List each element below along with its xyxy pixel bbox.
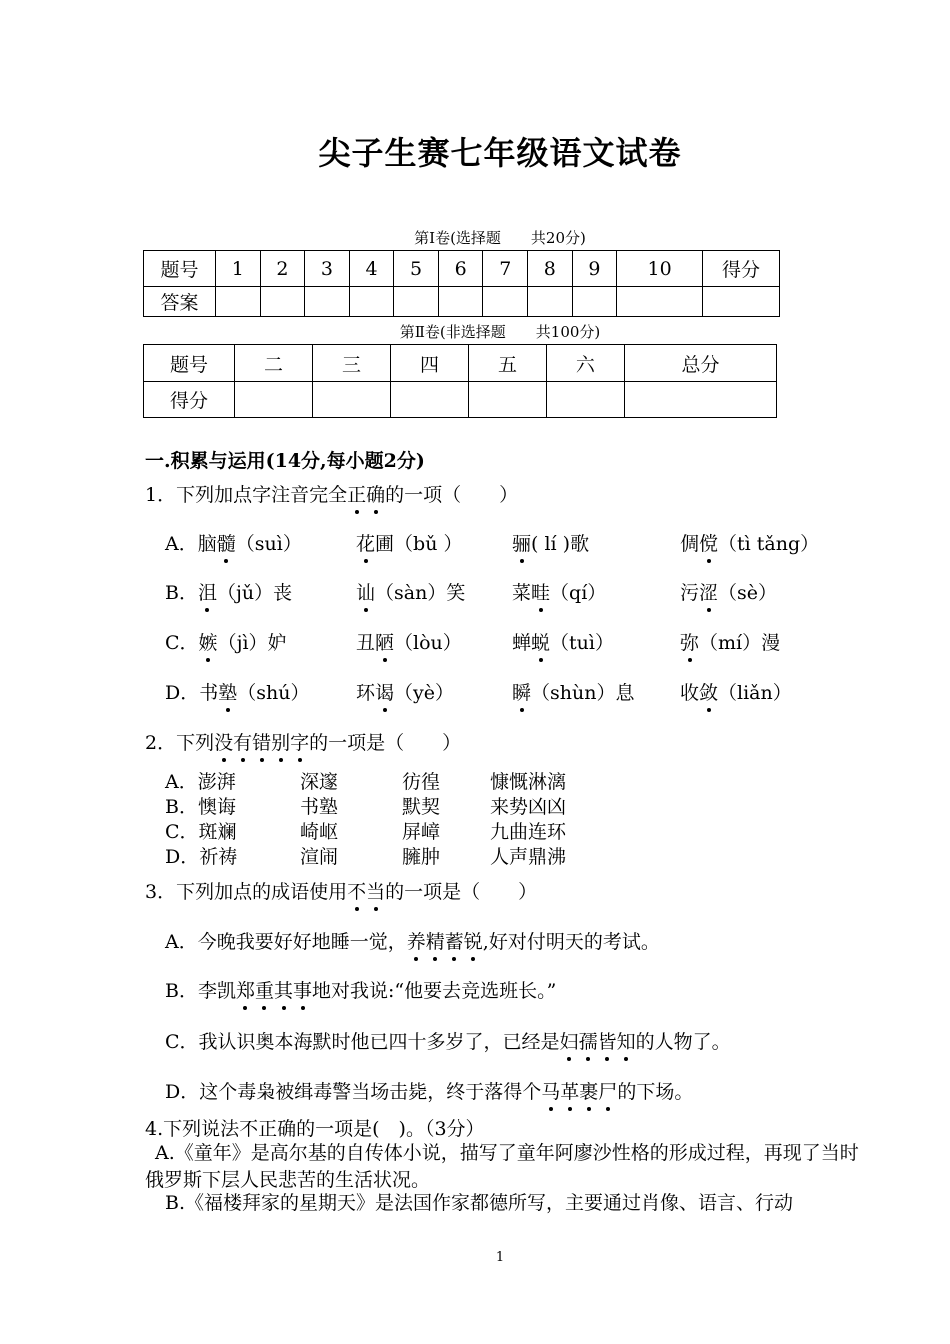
q1-c-3: 蝉蜕（tuì） xyxy=(512,628,614,655)
emphasis-char: 革 xyxy=(560,1077,579,1104)
page-number: 1 xyxy=(495,1250,505,1265)
q3-option-a: A．今晚我要好好地睡一觉，养精蓄锐,好对付明天的考试。 xyxy=(165,927,660,954)
emphasis-char: 知 xyxy=(617,1027,636,1054)
q1-c-2: 丑陋（lòu） xyxy=(356,628,462,655)
answer-cell[interactable] xyxy=(305,287,350,317)
part1-header: 题号 xyxy=(144,251,216,287)
score-label: 得分 xyxy=(703,251,780,287)
q2-stem: 2．下列没有错别字的一项是（ ） xyxy=(145,728,461,755)
section-col: 五 xyxy=(468,345,546,382)
q1-c-4: 弥（mí）漫 xyxy=(680,628,780,655)
q2-row-d: D．祈祷 xyxy=(165,846,238,868)
q2-row-a: A．澎湃 xyxy=(165,771,236,793)
q1-b-3: 菜畦（qí） xyxy=(512,578,606,605)
q1-stem: 1．下列加点字注音完全正确的一项（ ） xyxy=(145,480,518,507)
section-col: 二 xyxy=(235,345,313,382)
emphasis-char: 皆 xyxy=(598,1027,617,1054)
q4-stem: 4.下列说法不正确的一项是( )。（3分） xyxy=(145,1118,485,1140)
q-num: 10 xyxy=(617,251,703,287)
q-num: 5 xyxy=(394,251,439,287)
emphasis-char: 别 xyxy=(271,728,290,755)
emphasis-char: 妇 xyxy=(560,1027,579,1054)
section1-title: 一.积累与运用(14分,每小题2分) xyxy=(145,450,425,472)
q3-option-c: C．我认识奥本海默时他已四十多岁了，已经是妇孺皆知的人物了。 xyxy=(165,1027,731,1054)
answer-cell[interactable] xyxy=(483,287,528,317)
q1-option-a: A．脑髓（suì） xyxy=(165,529,302,556)
q2-a-3: 彷徨 xyxy=(402,771,441,793)
page-title: 尖子生赛七年级语文试卷 xyxy=(318,134,682,172)
q1-a-2: 花圃（bǔ ） xyxy=(356,529,462,556)
q2-b-4: 来势凶凶 xyxy=(490,796,567,818)
q-num: 7 xyxy=(483,251,528,287)
part2-table xyxy=(143,344,777,418)
q2-c-4: 九曲连环 xyxy=(490,821,567,843)
q3-option-b: B．李凯郑重其事地对我说:“他要去竞选班长。” xyxy=(165,976,556,1003)
q2-a-2: 深邃 xyxy=(300,771,339,793)
q2-c-3: 屏嶂 xyxy=(402,821,441,843)
emphasis-char: 事 xyxy=(293,976,312,1003)
q1-b-2: 讪（sàn）笑 xyxy=(356,578,465,605)
q2-row-b: B．懊诲 xyxy=(165,796,236,818)
answer-cell[interactable] xyxy=(703,287,780,317)
q4-option-b: B.《福楼拜家的星期天》是法国作家都德所写，主要通过肖像、语言、行动 xyxy=(165,1192,794,1214)
score-cell[interactable] xyxy=(312,382,390,418)
q1-d-4: 收敛（liǎn） xyxy=(680,678,792,705)
q-num: 6 xyxy=(438,251,483,287)
q2-d-4: 人声鼎沸 xyxy=(490,846,567,868)
q3-stem: 3．下列加点的成语使用不当的一项是（ ） xyxy=(145,877,537,904)
q1-d-3: 瞬（shùn）息 xyxy=(512,678,634,705)
emphasis-char: 马 xyxy=(541,1077,560,1104)
emphasis-char: 确 xyxy=(366,480,385,507)
section-col: 四 xyxy=(390,345,468,382)
part2-header: 题号 xyxy=(144,345,235,382)
q-num: 4 xyxy=(349,251,394,287)
q2-a-4: 慷慨淋漓 xyxy=(490,771,567,793)
answer-cell[interactable] xyxy=(438,287,483,317)
emphasis-char: 字 xyxy=(290,728,309,755)
emphasis-char: 错 xyxy=(252,728,271,755)
q2-d-2: 渲闹 xyxy=(300,846,339,868)
score-cell[interactable] xyxy=(546,382,624,418)
q-num: 1 xyxy=(216,251,261,287)
emphasis-char: 有 xyxy=(233,728,252,755)
section-col: 三 xyxy=(312,345,390,382)
part2-caption: 第Ⅱ卷(非选择题 共100分) xyxy=(399,323,601,341)
total-col: 总分 xyxy=(624,345,776,382)
score-cell[interactable] xyxy=(468,382,546,418)
q1-option-d: D．书塾（shú） xyxy=(165,678,309,705)
answer-cell[interactable] xyxy=(394,287,439,317)
q2-c-2: 崎岖 xyxy=(300,821,339,843)
answer-label: 答案 xyxy=(144,287,216,317)
q1-a-4: 倜傥（tì tǎng） xyxy=(680,529,819,556)
emphasis-char: 蓄 xyxy=(445,927,464,954)
score-cell[interactable] xyxy=(624,382,776,418)
emphasis-char: 尸 xyxy=(598,1077,617,1104)
q-num: 2 xyxy=(260,251,305,287)
answer-cell[interactable] xyxy=(617,287,703,317)
emphasis-char: 正 xyxy=(347,480,366,507)
emphasis-char: 锐 xyxy=(464,927,483,954)
q4-option-a: A.《童年》是高尔基的自传体小说，描写了童年阿廖沙性格的形成过程，再现了当时俄罗斯下层人民悲苦的生活状况。 xyxy=(145,1142,859,1191)
emphasis-char: 重 xyxy=(255,976,274,1003)
emphasis-char: 养 xyxy=(407,927,426,954)
emphasis-char: 不 xyxy=(347,877,366,904)
q-num: 9 xyxy=(572,251,617,287)
emphasis-char: 精 xyxy=(426,927,445,954)
emphasis-char: 裹 xyxy=(579,1077,598,1104)
q-num: 3 xyxy=(305,251,350,287)
answer-cell[interactable] xyxy=(528,287,573,317)
section-col: 六 xyxy=(546,345,624,382)
emphasis-char: 孺 xyxy=(579,1027,598,1054)
score-cell[interactable] xyxy=(235,382,313,418)
answer-cell[interactable] xyxy=(216,287,261,317)
part1-table xyxy=(143,250,780,317)
q1-option-c: C．嫉（jì）妒 xyxy=(165,628,287,655)
q1-option-b: B．沮（jǔ）丧 xyxy=(165,578,292,605)
answer-cell[interactable] xyxy=(572,287,617,317)
part1-caption: 第Ⅰ卷(选择题 共20分) xyxy=(414,229,586,247)
emphasis-char: 郑 xyxy=(236,976,255,1003)
q1-d-2: 环谒（yè） xyxy=(356,678,454,705)
q3-option-d: D．这个毒枭被缉毒警当场击毙，终于落得个马革裹尸的下场。 xyxy=(165,1077,693,1104)
answer-cell[interactable] xyxy=(349,287,394,317)
emphasis-char: 其 xyxy=(274,976,293,1003)
q1-a-3: 骊( lí )歌 xyxy=(512,529,589,556)
emphasis-char: 当 xyxy=(366,877,385,904)
answer-cell[interactable] xyxy=(260,287,305,317)
q1-b-4: 污涩（sè） xyxy=(680,578,777,605)
score-cell[interactable] xyxy=(390,382,468,418)
q2-b-3: 默契 xyxy=(402,796,441,818)
score-row-label: 得分 xyxy=(144,382,235,418)
q2-row-c: C．斑斓 xyxy=(165,821,237,843)
q-num: 8 xyxy=(528,251,573,287)
emphasis-char: 没 xyxy=(214,728,233,755)
q2-b-2: 书塾 xyxy=(300,796,339,818)
q2-d-3: 臃肿 xyxy=(402,846,441,868)
